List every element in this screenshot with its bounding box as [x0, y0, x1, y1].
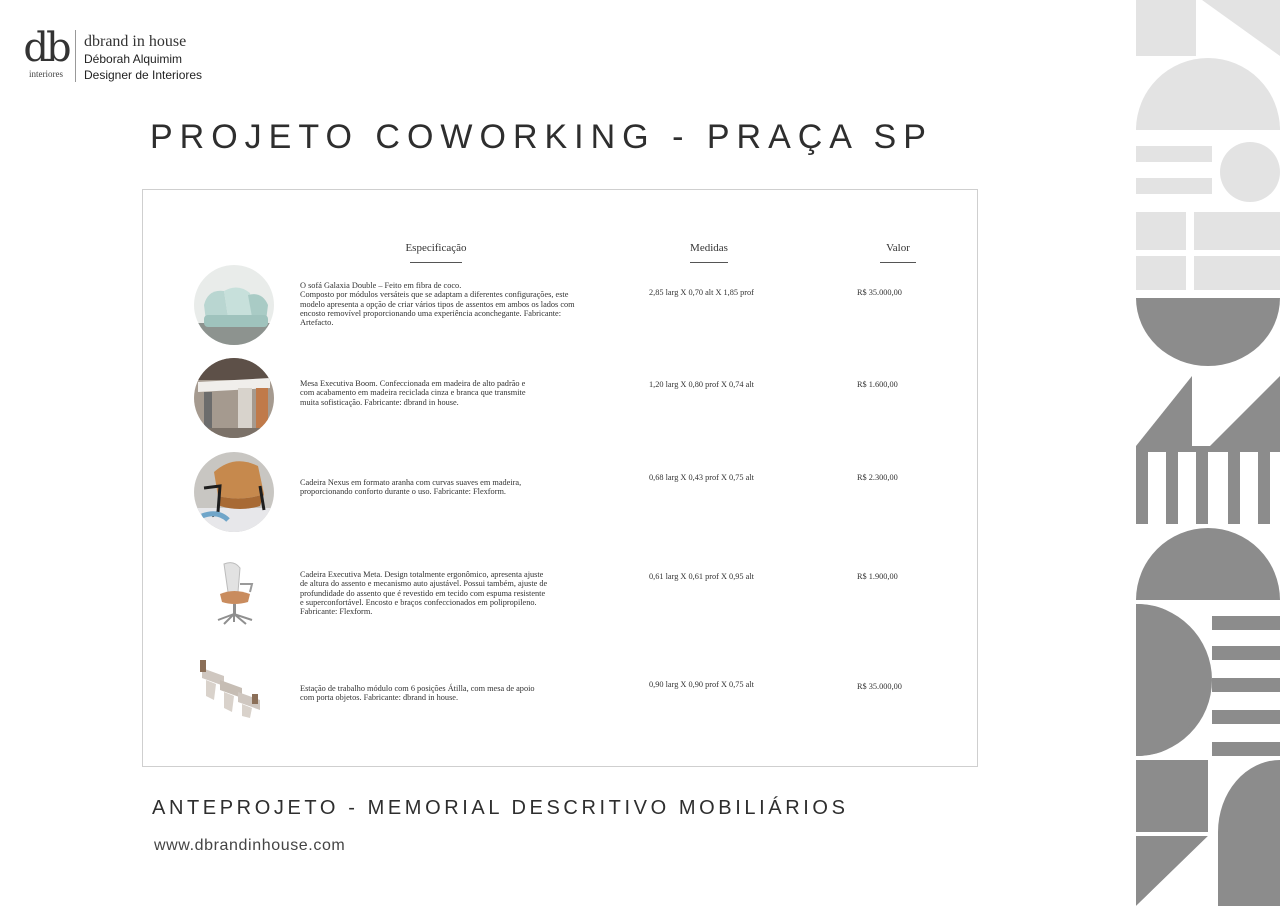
row-description: Estação de trabalho módulo com 6 posições Átilla, com mesa de apoio com porta objetos. Fabricante: dbrand in house. [300, 684, 535, 703]
logo [22, 25, 70, 82]
row-measures: 0,90 larg X 0,90 prof X 0,75 alt [649, 680, 754, 689]
row-description: Cadeira Nexus em formato aranha com curvas suaves em madeira, proporcionando conforto durante o uso. Fabricante: Flexform. [300, 478, 522, 497]
table-row [143, 358, 977, 448]
table-row [143, 452, 977, 542]
row-description: Cadeira Executiva Meta. Design totalmente ergonômico, apresenta ajuste de altura do assento e mecanismo auto ajustável. Possui também, ajuste de profundidade do assento que é revestido em tecido com espuma resistente e superconfortável. Encosto e braços confeccionados em polipropileno. Fabricante: Flexform. [300, 570, 548, 617]
row-price: R$ 35.000,00 [857, 288, 902, 297]
brand-person: Déborah Alquimim [84, 52, 183, 66]
row-description: Mesa Executiva Boom. Confeccionada em madeira de alto padrão e com acabamento em madeira reciclada cinza e branca que transmite muita sofisticação. Fabricante: dbrand in house. [300, 379, 526, 407]
column-header-underline [690, 262, 728, 263]
logo-subtext: interiores [29, 69, 63, 79]
lounge-chair-icon [194, 452, 274, 532]
specification-table [142, 189, 978, 767]
column-header-underline [880, 262, 916, 263]
brand-block [84, 33, 202, 83]
logo-text: db [23, 25, 69, 71]
logo-divider [75, 30, 76, 82]
document-subtitle: ANTEPROJETO - MEMORIAL DESCRITIVO MOBILIÁRIOS [152, 797, 849, 819]
brand-role: Designer de Interiores [84, 68, 203, 82]
row-measures: 0,61 larg X 0,61 prof X 0,95 alt [649, 572, 754, 581]
column-header-measures [681, 242, 737, 263]
table-row [143, 656, 977, 746]
desk-icon [194, 358, 274, 438]
row-price: R$ 2.300,00 [857, 473, 898, 482]
row-measures: 1,20 larg X 0,80 prof X 0,74 alt [649, 380, 754, 389]
column-header-measures-label: Medidas [690, 242, 728, 254]
row-price: R$ 35.000,00 [857, 682, 902, 691]
office-chair-icon [194, 558, 274, 638]
page-title: PROJETO COWORKING - PRAÇA SP [150, 118, 933, 156]
website-link[interactable]: www.dbrandinhouse.com [154, 837, 346, 854]
sofa-icon [194, 265, 274, 345]
decorative-pattern [1136, 0, 1280, 906]
row-measures: 2,85 larg X 0,70 alt X 1,85 prof [649, 288, 754, 297]
table-row [143, 558, 977, 648]
column-header-underline [410, 262, 462, 263]
row-price: R$ 1.600,00 [857, 380, 898, 389]
row-description: O sofá Galaxia Double – Feito em fibra de coco. Composto por módulos versáteis que se adaptam a diferentes configurações, este modelo apresenta a opção de criar vários tipos de assentos em ambos os lados com encosto removível proporcionando uma experiência aconchegante. Fabricante: Artefacto. [300, 281, 575, 328]
brand-name: dbrand in house [84, 33, 187, 50]
table-row [143, 265, 977, 355]
workstation-icon [194, 656, 274, 736]
row-measures: 0,68 larg X 0,43 prof X 0,75 alt [649, 473, 754, 482]
column-header-value-label: Valor [886, 242, 910, 254]
column-header-spec [397, 242, 475, 263]
column-header-value [873, 242, 923, 263]
column-header-spec-label: Especificação [405, 242, 467, 254]
row-price: R$ 1.900,00 [857, 572, 898, 581]
